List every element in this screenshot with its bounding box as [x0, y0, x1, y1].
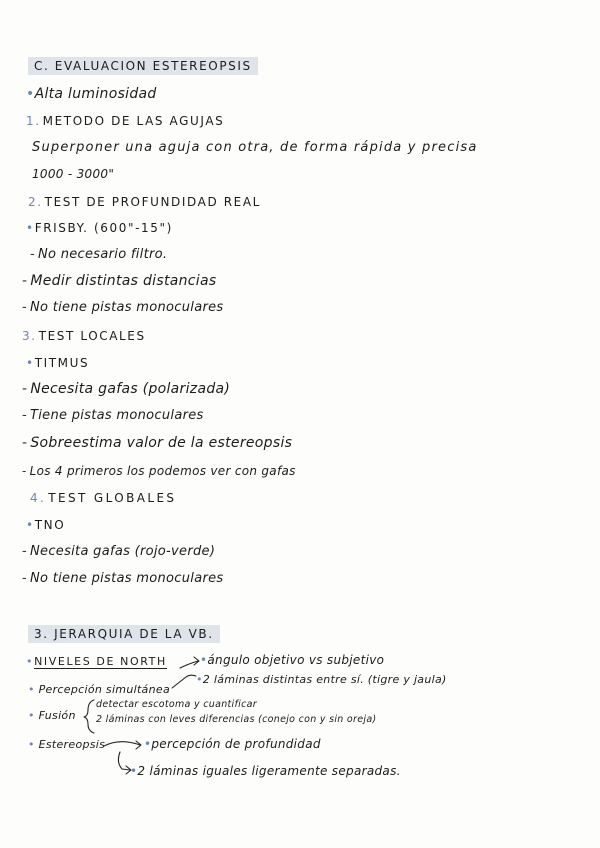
niveles-line [26, 654, 167, 670]
tno-item-2 [22, 571, 223, 587]
bullet: • [200, 653, 208, 667]
titmus-item-4-text: Los 4 primeros los podemos ver con gafas [29, 464, 296, 478]
alta-text: Alta luminosidad [34, 86, 157, 102]
titmus-text: TITMUS [34, 356, 90, 370]
percepcion-detail-b-text: 2 láminas distintas entre sí. (tigre y jaula) [202, 673, 447, 686]
dash: - [22, 435, 28, 451]
dash: - [22, 381, 28, 397]
arrowhead-percepcion-a [194, 657, 199, 665]
method-2-title: TEST DE PROFUNDIDAD REAL [44, 195, 261, 209]
bullet: • [144, 737, 152, 751]
estereopsis-detail-b [130, 763, 401, 779]
fusion-brace [84, 700, 94, 733]
bullet: • [26, 655, 35, 668]
titmus-item-2-text: Tiene pistas monoculares [30, 408, 204, 423]
titmus-item-3-text: Sobreestima valor de la estereopsis [30, 435, 293, 451]
method-4-number: 4. [30, 491, 47, 505]
percepcion-detail-b [196, 672, 447, 688]
bullet: • [28, 738, 35, 751]
bullet: • [26, 86, 35, 102]
titmus-item-4 [22, 463, 296, 479]
method-4-heading [30, 490, 176, 506]
alta-line [26, 86, 157, 102]
tno-item-1 [22, 544, 215, 560]
percepcion-line [28, 682, 170, 698]
dash: - [22, 300, 27, 315]
percepcion-detail-a-text: ángulo objetivo vs subjetivo [207, 653, 385, 667]
fusion-detail-b: 2 láminas con leves diferencias (conejo con y sin oreja) [96, 714, 377, 725]
fusion-text: Fusión [38, 709, 76, 722]
bullet: • [26, 356, 35, 370]
arrow-estereopsis-b [118, 752, 130, 770]
dash: - [22, 273, 28, 289]
frisby-item-1-text: No necesario filtro. [38, 247, 168, 262]
niveles-title: NIVELES DE NORTH [34, 655, 167, 668]
frisby-text: FRISBY. (600"-15") [34, 221, 173, 235]
section-3-title [34, 626, 220, 642]
bullet: • [28, 683, 35, 696]
estereopsis-detail-b-text: 2 láminas iguales ligeramente separadas. [137, 764, 401, 778]
method-3-heading [22, 328, 146, 344]
bullet: • [26, 518, 35, 532]
section-c-title [34, 58, 258, 74]
bullet: • [130, 764, 138, 778]
titmus-line [26, 355, 89, 371]
method-2-number: 2. [28, 195, 43, 209]
method-1-number: 1. [26, 114, 41, 128]
dash: - [22, 464, 27, 478]
frisby-item-2 [22, 273, 216, 289]
titmus-item-2 [22, 408, 204, 424]
arrow-percepcion-a [180, 661, 198, 668]
tno-line [26, 517, 65, 533]
bullet: • [28, 709, 35, 722]
titmus-item-1-text: Necesita gafas (polarizada) [30, 381, 231, 397]
frisby-item-3-text: No tiene pistas monoculares [30, 300, 224, 315]
dash: - [30, 247, 35, 262]
arrowhead-estereopsis-a [136, 741, 141, 749]
titmus-item-3 [22, 435, 292, 451]
bullet: • [196, 673, 203, 686]
frisby-item-1 [30, 247, 167, 263]
method-4-title: TEST GLOBALES [48, 491, 177, 505]
fusion-detail-a: detectar escotoma y cuantificar [96, 699, 257, 710]
frisby-item-3 [22, 300, 223, 316]
frisby-line [26, 220, 173, 236]
arrow-percepcion-b [172, 675, 196, 688]
estereopsis-line [28, 737, 105, 753]
section-3-title-text: 3. JERARQUIA DE LA VB. [28, 625, 220, 643]
percepcion-text: Percepción simultánea [38, 683, 170, 696]
tno-text: TNO [34, 518, 66, 532]
section-c-title-text: C. EVALUACION ESTEREOPSIS [28, 57, 258, 75]
dash: - [22, 544, 27, 559]
method-3-title: TEST LOCALES [38, 329, 146, 343]
method-1-description: Superponer una aguja con otra, de forma rápida y precisa [32, 140, 478, 155]
method-1-title: METODO DE LAS AGUJAS [42, 114, 225, 128]
estereopsis-detail-a [144, 736, 321, 752]
method-1-range: 1000 - 3000" [32, 167, 115, 181]
fusion-line [28, 708, 76, 724]
titmus-item-1 [22, 381, 230, 397]
estereopsis-detail-a-text: percepción de profundidad [151, 737, 321, 751]
frisby-item-2-text: Medir distintas distancias [30, 273, 217, 289]
method-3-number: 3. [22, 329, 37, 343]
method-1-heading [26, 113, 224, 129]
percepcion-detail-a [200, 652, 384, 668]
dash: - [22, 408, 27, 423]
method-2-heading [28, 194, 261, 210]
tno-item-1-text: Necesita gafas (rojo-verde) [30, 544, 216, 559]
dash: - [22, 571, 27, 586]
arrow-estereopsis-a [104, 742, 140, 746]
bullet: • [26, 221, 35, 235]
tno-item-2-text: No tiene pistas monoculares [30, 571, 224, 586]
estereopsis-text: Estereopsis [38, 738, 106, 751]
